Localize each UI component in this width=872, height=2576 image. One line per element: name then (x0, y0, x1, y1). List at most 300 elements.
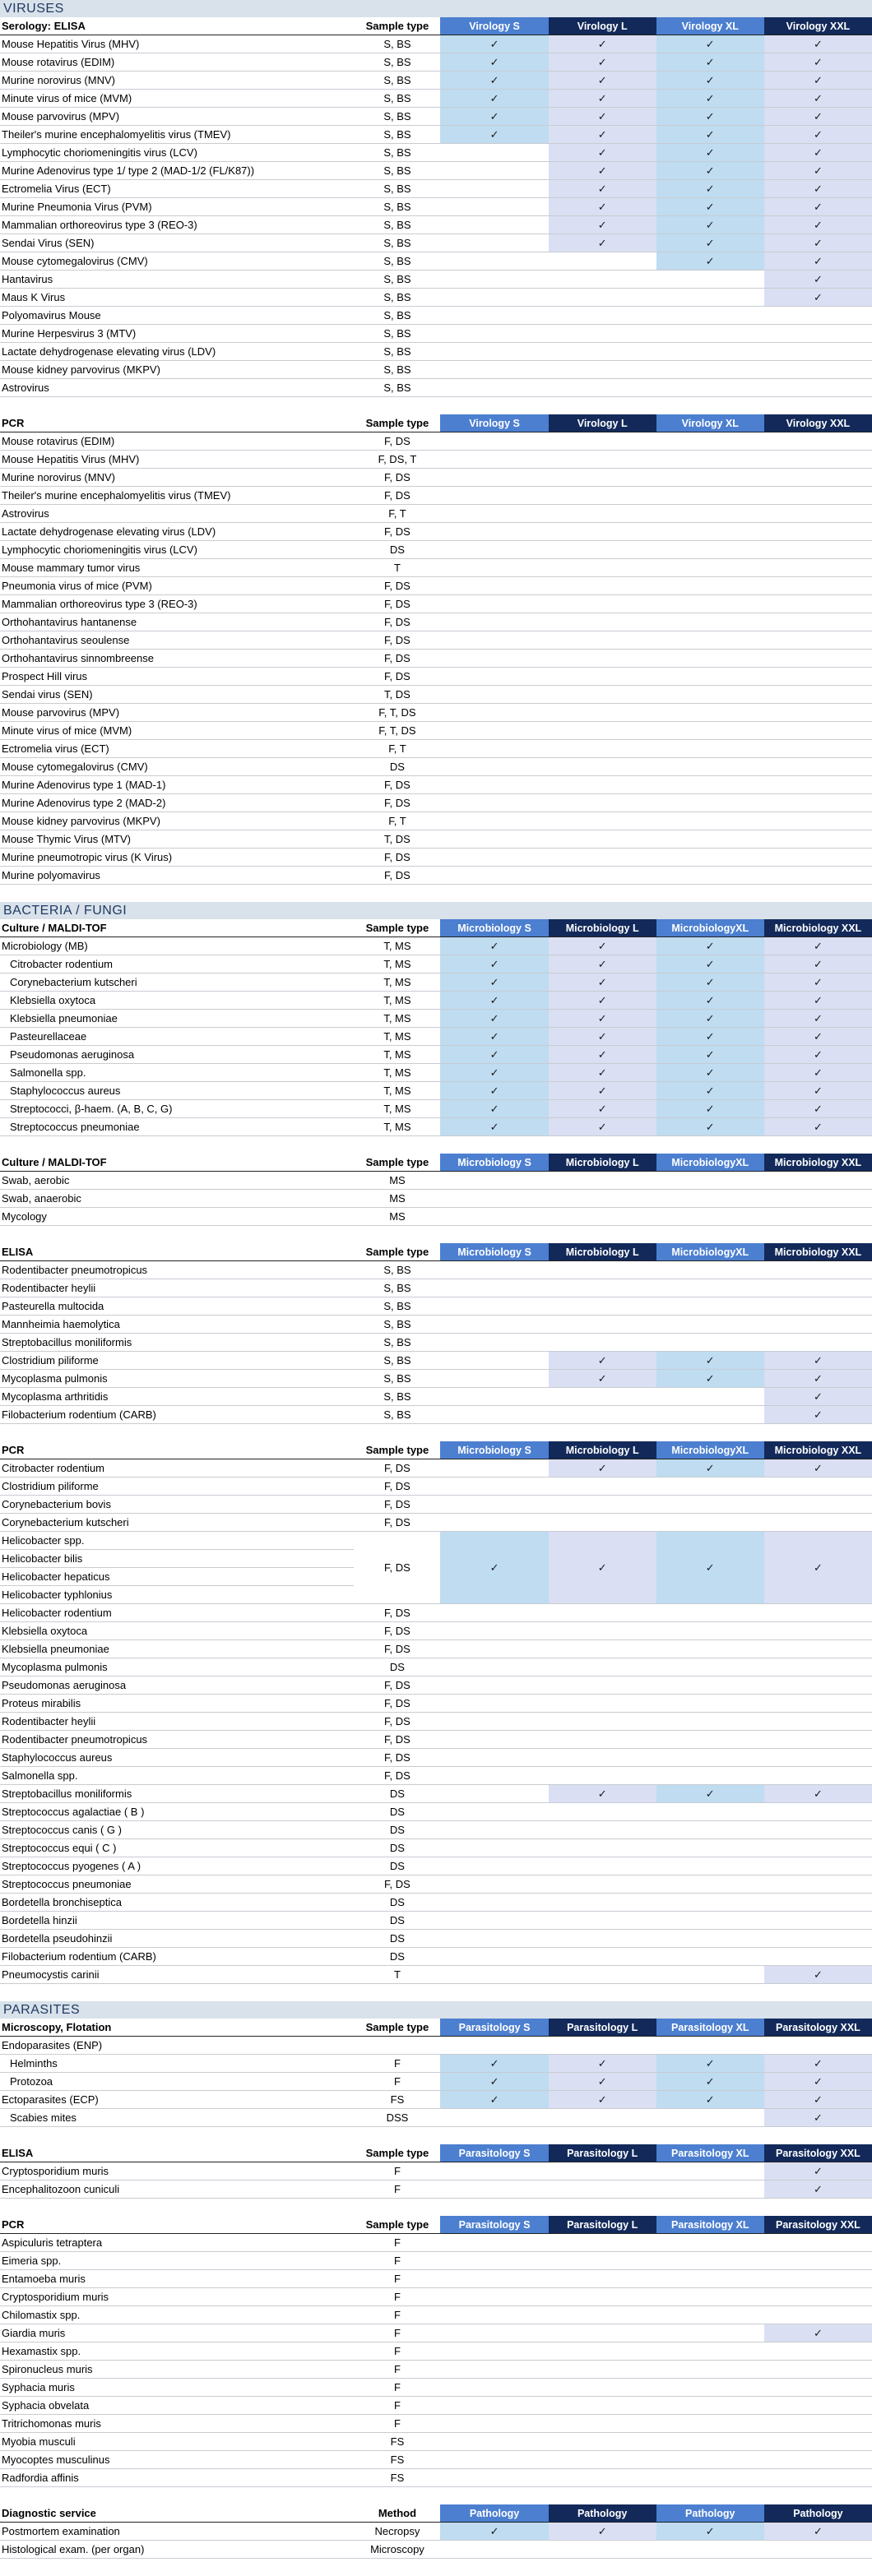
table-row (0, 758, 872, 776)
empty-cell (764, 812, 872, 830)
row-name: Mammalian orthoreovirus type 3 (REO-3) (0, 595, 354, 613)
checkmark-icon: ✓ (656, 2055, 764, 2073)
table-row (0, 180, 872, 198)
sample-type: S, BS (354, 289, 440, 307)
empty-cell (656, 631, 764, 650)
empty-cell (656, 1803, 764, 1821)
table-row (0, 1930, 872, 1948)
row-name: Murine Herpesvirus 3 (MTV) (0, 325, 354, 343)
checkmark-icon: ✓ (440, 1046, 548, 1064)
checkmark-icon: ✓ (764, 198, 872, 216)
table-row (0, 271, 872, 289)
empty-cell (549, 758, 656, 776)
tier-header-microbiologyxl: MicrobiologyXL (656, 1243, 764, 1261)
empty-cell (549, 1912, 656, 1930)
empty-cell (764, 577, 872, 595)
empty-cell (549, 1857, 656, 1875)
table-row (0, 2397, 872, 2415)
table-row (0, 72, 872, 90)
checkmark-icon: ✓ (549, 162, 656, 180)
empty-cell (764, 2270, 872, 2288)
sample-type-header: Sample type (354, 919, 440, 937)
sample-type-header: Sample type (354, 1441, 440, 1459)
checkmark-icon: ✓ (549, 1370, 656, 1388)
row-name: Mouse parvovirus (MPV) (0, 108, 354, 126)
empty-cell (440, 1496, 548, 1514)
row-name: Hexamastix spp. (0, 2342, 354, 2361)
row-name: Ectoparasites (ECP) (0, 2091, 354, 2109)
row-name: Helicobacter bilis (0, 1550, 354, 1568)
row-name: Murine Adenovirus type 1/ type 2 (MAD-1/2 (FL/K87)) (0, 162, 354, 180)
table-row (0, 1713, 872, 1731)
row-name: Lactate dehydrogenase elevating virus (LDV) (0, 343, 354, 361)
empty-cell (764, 1731, 872, 1749)
table-row (0, 2415, 872, 2433)
row-name: Encephalitozoon cuniculi (0, 2181, 354, 2199)
empty-cell (656, 722, 764, 740)
table-row (0, 325, 872, 343)
table-row (0, 53, 872, 72)
empty-cell (440, 1388, 548, 1406)
empty-cell (764, 1172, 872, 1190)
sample-type: DS (354, 1930, 440, 1948)
empty-cell (440, 758, 548, 776)
empty-cell (549, 1803, 656, 1821)
table-row (0, 1604, 872, 1622)
table-row (0, 2091, 872, 2109)
sample-type: S, BS (354, 144, 440, 162)
empty-cell (549, 1297, 656, 1316)
checkmark-icon: ✓ (440, 1118, 548, 1136)
checkmark-icon: ✓ (549, 974, 656, 992)
table-row (0, 992, 872, 1010)
empty-cell (764, 758, 872, 776)
empty-cell (440, 849, 548, 867)
empty-cell (764, 469, 872, 487)
empty-cell (764, 849, 872, 867)
empty-cell (440, 1622, 548, 1640)
sample-type-header: Sample type (354, 2019, 440, 2037)
checkmark-icon: ✓ (764, 53, 872, 72)
sample-type: F (354, 2288, 440, 2306)
empty-cell (549, 2288, 656, 2306)
sample-type: S, BS (354, 72, 440, 90)
row-name: Corynebacterium bovis (0, 1496, 354, 1514)
row-name: Eimeria spp. (0, 2252, 354, 2270)
empty-cell (549, 613, 656, 631)
row-name: Rodentibacter pneumotropicus (0, 1731, 354, 1749)
row-name: Mycoplasma pulmonis (0, 1370, 354, 1388)
table-row (0, 668, 872, 686)
empty-cell (764, 704, 872, 722)
sample-type: S, BS (354, 216, 440, 234)
sample-type: S, BS (354, 1334, 440, 1352)
empty-cell (549, 451, 656, 469)
table-spacer (0, 1424, 872, 1441)
row-name: Streptococcus equi ( C ) (0, 1839, 354, 1857)
checkmark-icon: ✓ (440, 1028, 548, 1046)
empty-cell (440, 1912, 548, 1930)
empty-cell (656, 650, 764, 668)
row-name: Murine Adenovirus type 2 (MAD-2) (0, 794, 354, 812)
sample-type: F (354, 2324, 440, 2342)
row-name: Microbiology (MB) (0, 937, 354, 955)
checkmark-icon: ✓ (440, 1082, 548, 1100)
empty-cell (440, 1208, 548, 1226)
tier-header-parasitology-s: Parasitology S (440, 2144, 548, 2162)
sample-type: S, BS (354, 379, 440, 397)
row-name: Pasteurellaceae (0, 1028, 354, 1046)
tier-header-virology-l: Virology L (549, 17, 656, 35)
sample-type: T, MS (354, 955, 440, 974)
table-row (0, 505, 872, 523)
table-row (0, 1803, 872, 1821)
sample-type: F, DS (354, 1713, 440, 1731)
table-row (0, 1028, 872, 1046)
tier-header-virology-s: Virology S (440, 17, 548, 35)
sample-type: F, DS (354, 1514, 440, 1532)
checkmark-icon: ✓ (764, 974, 872, 992)
row-name: Swab, aerobic (0, 1172, 354, 1190)
table-row (0, 90, 872, 108)
empty-cell (656, 1478, 764, 1496)
sample-type: F (354, 2234, 440, 2252)
empty-cell (549, 1821, 656, 1839)
empty-cell (440, 1695, 548, 1713)
empty-cell (440, 1658, 548, 1676)
empty-cell (440, 2162, 548, 2181)
table-row (0, 252, 872, 271)
sample-type: F (354, 2055, 440, 2073)
empty-cell (656, 307, 764, 325)
empty-cell (764, 2541, 872, 2559)
empty-cell (440, 595, 548, 613)
sample-type: S, BS (354, 1316, 440, 1334)
row-name: Murine norovirus (MNV) (0, 469, 354, 487)
empty-cell (440, 1785, 548, 1803)
sample-type: T, MS (354, 992, 440, 1010)
empty-cell (549, 1622, 656, 1640)
table-row (0, 541, 872, 559)
table-row (0, 451, 872, 469)
table-row (0, 613, 872, 631)
tier-header-parasitology-xxl: Parasitology XXL (764, 2216, 872, 2234)
empty-cell (764, 1676, 872, 1695)
empty-cell (549, 704, 656, 722)
checkmark-icon: ✓ (764, 2055, 872, 2073)
empty-cell (764, 1695, 872, 1713)
empty-cell (440, 686, 548, 704)
empty-cell (549, 1930, 656, 1948)
checkmark-icon: ✓ (764, 1046, 872, 1064)
sample-type: F, DS (354, 849, 440, 867)
empty-cell (764, 1190, 872, 1208)
empty-cell (440, 1839, 548, 1857)
empty-cell (549, 1316, 656, 1334)
empty-cell (549, 867, 656, 885)
sample-type: F (354, 2181, 440, 2199)
row-name: Astrovirus (0, 379, 354, 397)
empty-cell (764, 613, 872, 631)
empty-cell (440, 1370, 548, 1388)
tier-header-virology-l: Virology L (549, 414, 656, 432)
table-row (0, 1172, 872, 1190)
empty-cell (549, 1875, 656, 1894)
checkmark-icon: ✓ (656, 2523, 764, 2541)
empty-cell (764, 1713, 872, 1731)
empty-cell (656, 2469, 764, 2487)
empty-cell (549, 2397, 656, 2415)
checkmark-icon: ✓ (764, 1388, 872, 1406)
sample-type: F, DS (354, 1875, 440, 1894)
table-row (0, 343, 872, 361)
tier-header-parasitology-l: Parasitology L (549, 2144, 656, 2162)
tier-header-parasitology-xxl: Parasitology XXL (764, 2019, 872, 2037)
checkmark-icon: ✓ (549, 955, 656, 974)
sample-type: S, BS (354, 162, 440, 180)
tier-header-parasitology-xl: Parasitology XL (656, 2216, 764, 2234)
sample-type: T (354, 1966, 440, 1984)
table-row (0, 1261, 872, 1279)
empty-cell (764, 1894, 872, 1912)
empty-cell (764, 2288, 872, 2306)
row-name: Mouse kidney parvovirus (MKPV) (0, 361, 354, 379)
table-row (0, 1640, 872, 1658)
checkmark-icon: ✓ (549, 1046, 656, 1064)
checkmark-icon: ✓ (764, 992, 872, 1010)
table-row (0, 216, 872, 234)
table-row (0, 704, 872, 722)
checkmark-icon: ✓ (549, 1118, 656, 1136)
empty-cell (549, 2252, 656, 2270)
empty-cell (440, 541, 548, 559)
checkmark-icon: ✓ (440, 1064, 548, 1082)
empty-cell (549, 2469, 656, 2487)
empty-cell (656, 2433, 764, 2451)
sample-type: T, MS (354, 1064, 440, 1082)
empty-cell (440, 2306, 548, 2324)
table-header-row (0, 1154, 872, 1172)
empty-cell (549, 776, 656, 794)
row-name: Theiler's murine encephalomyelitis virus (TMEV) (0, 126, 354, 144)
table-row (0, 1749, 872, 1767)
empty-cell (440, 577, 548, 595)
checkmark-icon: ✓ (656, 955, 764, 974)
empty-cell (656, 559, 764, 577)
empty-cell (656, 325, 764, 343)
sample-type: MS (354, 1190, 440, 1208)
empty-cell (656, 2252, 764, 2270)
row-name: Mouse rotavirus (EDIM) (0, 53, 354, 72)
tier-header-parasitology-xxl: Parasitology XXL (764, 2144, 872, 2162)
empty-cell (764, 2342, 872, 2361)
empty-cell (440, 343, 548, 361)
empty-cell (764, 650, 872, 668)
tier-header-parasitology-s: Parasitology S (440, 2216, 548, 2234)
row-name: Cryptosporidium muris (0, 2288, 354, 2306)
empty-cell (656, 668, 764, 686)
empty-cell (549, 2270, 656, 2288)
sample-type: F, DS (354, 1767, 440, 1785)
empty-cell (440, 1261, 548, 1279)
checkmark-icon: ✓ (764, 2091, 872, 2109)
table-row (0, 1948, 872, 1966)
empty-cell (764, 2433, 872, 2451)
empty-cell (656, 432, 764, 451)
checkmark-icon: ✓ (764, 72, 872, 90)
checkmark-icon: ✓ (764, 2073, 872, 2091)
empty-cell (764, 1604, 872, 1622)
empty-cell (656, 289, 764, 307)
empty-cell (549, 1839, 656, 1857)
sample-type: FS (354, 2091, 440, 2109)
row-name: Bordetella hinzii (0, 1912, 354, 1930)
sample-type-header: Sample type (354, 17, 440, 35)
empty-cell (764, 1640, 872, 1658)
table-row (0, 2324, 872, 2342)
empty-cell (549, 307, 656, 325)
tier-header-microbiology-l: Microbiology L (549, 1243, 656, 1261)
checkmark-icon: ✓ (764, 2162, 872, 2181)
table-row (0, 1731, 872, 1749)
empty-cell (656, 1388, 764, 1406)
empty-cell (656, 2415, 764, 2433)
table-row (0, 722, 872, 740)
sample-type: F, DS (354, 1604, 440, 1622)
empty-cell (549, 2324, 656, 2342)
tier-header-microbiology-xxl: Microbiology XXL (764, 919, 872, 937)
row-name: Mycoplasma pulmonis (0, 1658, 354, 1676)
tier-header-parasitology-xl: Parasitology XL (656, 2019, 764, 2037)
table-header-label: PCR (0, 2216, 354, 2234)
empty-cell (440, 1857, 548, 1875)
sample-type: S, BS (354, 1297, 440, 1316)
checkmark-icon: ✓ (549, 937, 656, 955)
empty-cell (549, 289, 656, 307)
sample-type: S, BS (354, 180, 440, 198)
sample-type: F (354, 2361, 440, 2379)
table-row (0, 2306, 872, 2324)
empty-cell (549, 722, 656, 740)
checkmark-icon: ✓ (656, 252, 764, 271)
row-name: Helicobacter spp. (0, 1532, 354, 1550)
table-row (0, 1010, 872, 1028)
empty-cell (764, 1297, 872, 1316)
sample-type: F (354, 2270, 440, 2288)
sample-type: S, BS (354, 53, 440, 72)
empty-cell (656, 1930, 764, 1948)
empty-cell (764, 595, 872, 613)
empty-cell (440, 1875, 548, 1894)
sample-type: F, DS (354, 631, 440, 650)
empty-cell (549, 2541, 656, 2559)
row-name: Streptobacillus moniliformis (0, 1334, 354, 1352)
empty-cell (440, 1514, 548, 1532)
empty-cell (656, 271, 764, 289)
empty-cell (764, 1316, 872, 1334)
empty-cell (440, 2324, 548, 2342)
checkmark-icon: ✓ (656, 35, 764, 53)
row-name: Minute virus of mice (MVM) (0, 90, 354, 108)
empty-cell (440, 722, 548, 740)
table-row (0, 1279, 872, 1297)
empty-cell (440, 2541, 548, 2559)
table-row (0, 2270, 872, 2288)
sample-type: T, DS (354, 830, 440, 849)
row-name: Murine norovirus (MNV) (0, 72, 354, 90)
row-name: Klebsiella oxytoca (0, 992, 354, 1010)
sample-type: F, DS (354, 1731, 440, 1749)
sample-type: F, DS (354, 1676, 440, 1695)
empty-cell (440, 162, 548, 180)
checkmark-icon: ✓ (549, 72, 656, 90)
table-row (0, 631, 872, 650)
empty-cell (549, 1261, 656, 1279)
empty-cell (549, 686, 656, 704)
empty-cell (764, 379, 872, 397)
empty-cell (549, 1658, 656, 1676)
empty-cell (656, 469, 764, 487)
empty-cell (440, 2361, 548, 2379)
row-name: Orthohantavirus sinnombreense (0, 650, 354, 668)
sample-type: T, MS (354, 974, 440, 992)
table-row (0, 1316, 872, 1334)
table-row (0, 487, 872, 505)
empty-cell (440, 2342, 548, 2361)
empty-cell (656, 2361, 764, 2379)
checkmark-icon: ✓ (440, 1010, 548, 1028)
empty-cell (764, 1839, 872, 1857)
checkmark-icon: ✓ (549, 2073, 656, 2091)
sample-type: F, DS (354, 595, 440, 613)
table-culture-maldi-tof (0, 1154, 872, 1226)
empty-cell (549, 2361, 656, 2379)
checkmark-icon: ✓ (764, 271, 872, 289)
sample-type: F, DS (354, 1496, 440, 1514)
empty-cell (656, 2451, 764, 2469)
empty-cell (764, 1261, 872, 1279)
empty-cell (656, 379, 764, 397)
row-name: Mouse Hepatitis Virus (MHV) (0, 35, 354, 53)
row-name: Mouse cytomegalovirus (CMV) (0, 252, 354, 271)
row-name: Streptobacillus moniliformis (0, 1785, 354, 1803)
sample-type: S, BS (354, 307, 440, 325)
table-row (0, 1695, 872, 1713)
empty-cell (656, 1208, 764, 1226)
sample-type: DS (354, 1857, 440, 1875)
table-row (0, 2252, 872, 2270)
empty-cell (764, 432, 872, 451)
empty-cell (656, 1297, 764, 1316)
checkmark-icon: ✓ (656, 937, 764, 955)
empty-cell (549, 1388, 656, 1406)
row-name: Mouse parvovirus (MPV) (0, 704, 354, 722)
sample-type: F, DS (354, 577, 440, 595)
table-row (0, 1622, 872, 1640)
sample-type: DS (354, 758, 440, 776)
checkmark-icon: ✓ (764, 162, 872, 180)
sample-type: DS (354, 1839, 440, 1857)
checkmark-icon: ✓ (656, 126, 764, 144)
empty-cell (656, 1496, 764, 1514)
sample-type: FS (354, 2451, 440, 2469)
empty-cell (656, 1514, 764, 1532)
sample-type: F, T (354, 505, 440, 523)
checkmark-icon: ✓ (656, 198, 764, 216)
empty-cell (440, 1767, 548, 1785)
empty-cell (549, 2415, 656, 2433)
sample-type: DS (354, 1821, 440, 1839)
